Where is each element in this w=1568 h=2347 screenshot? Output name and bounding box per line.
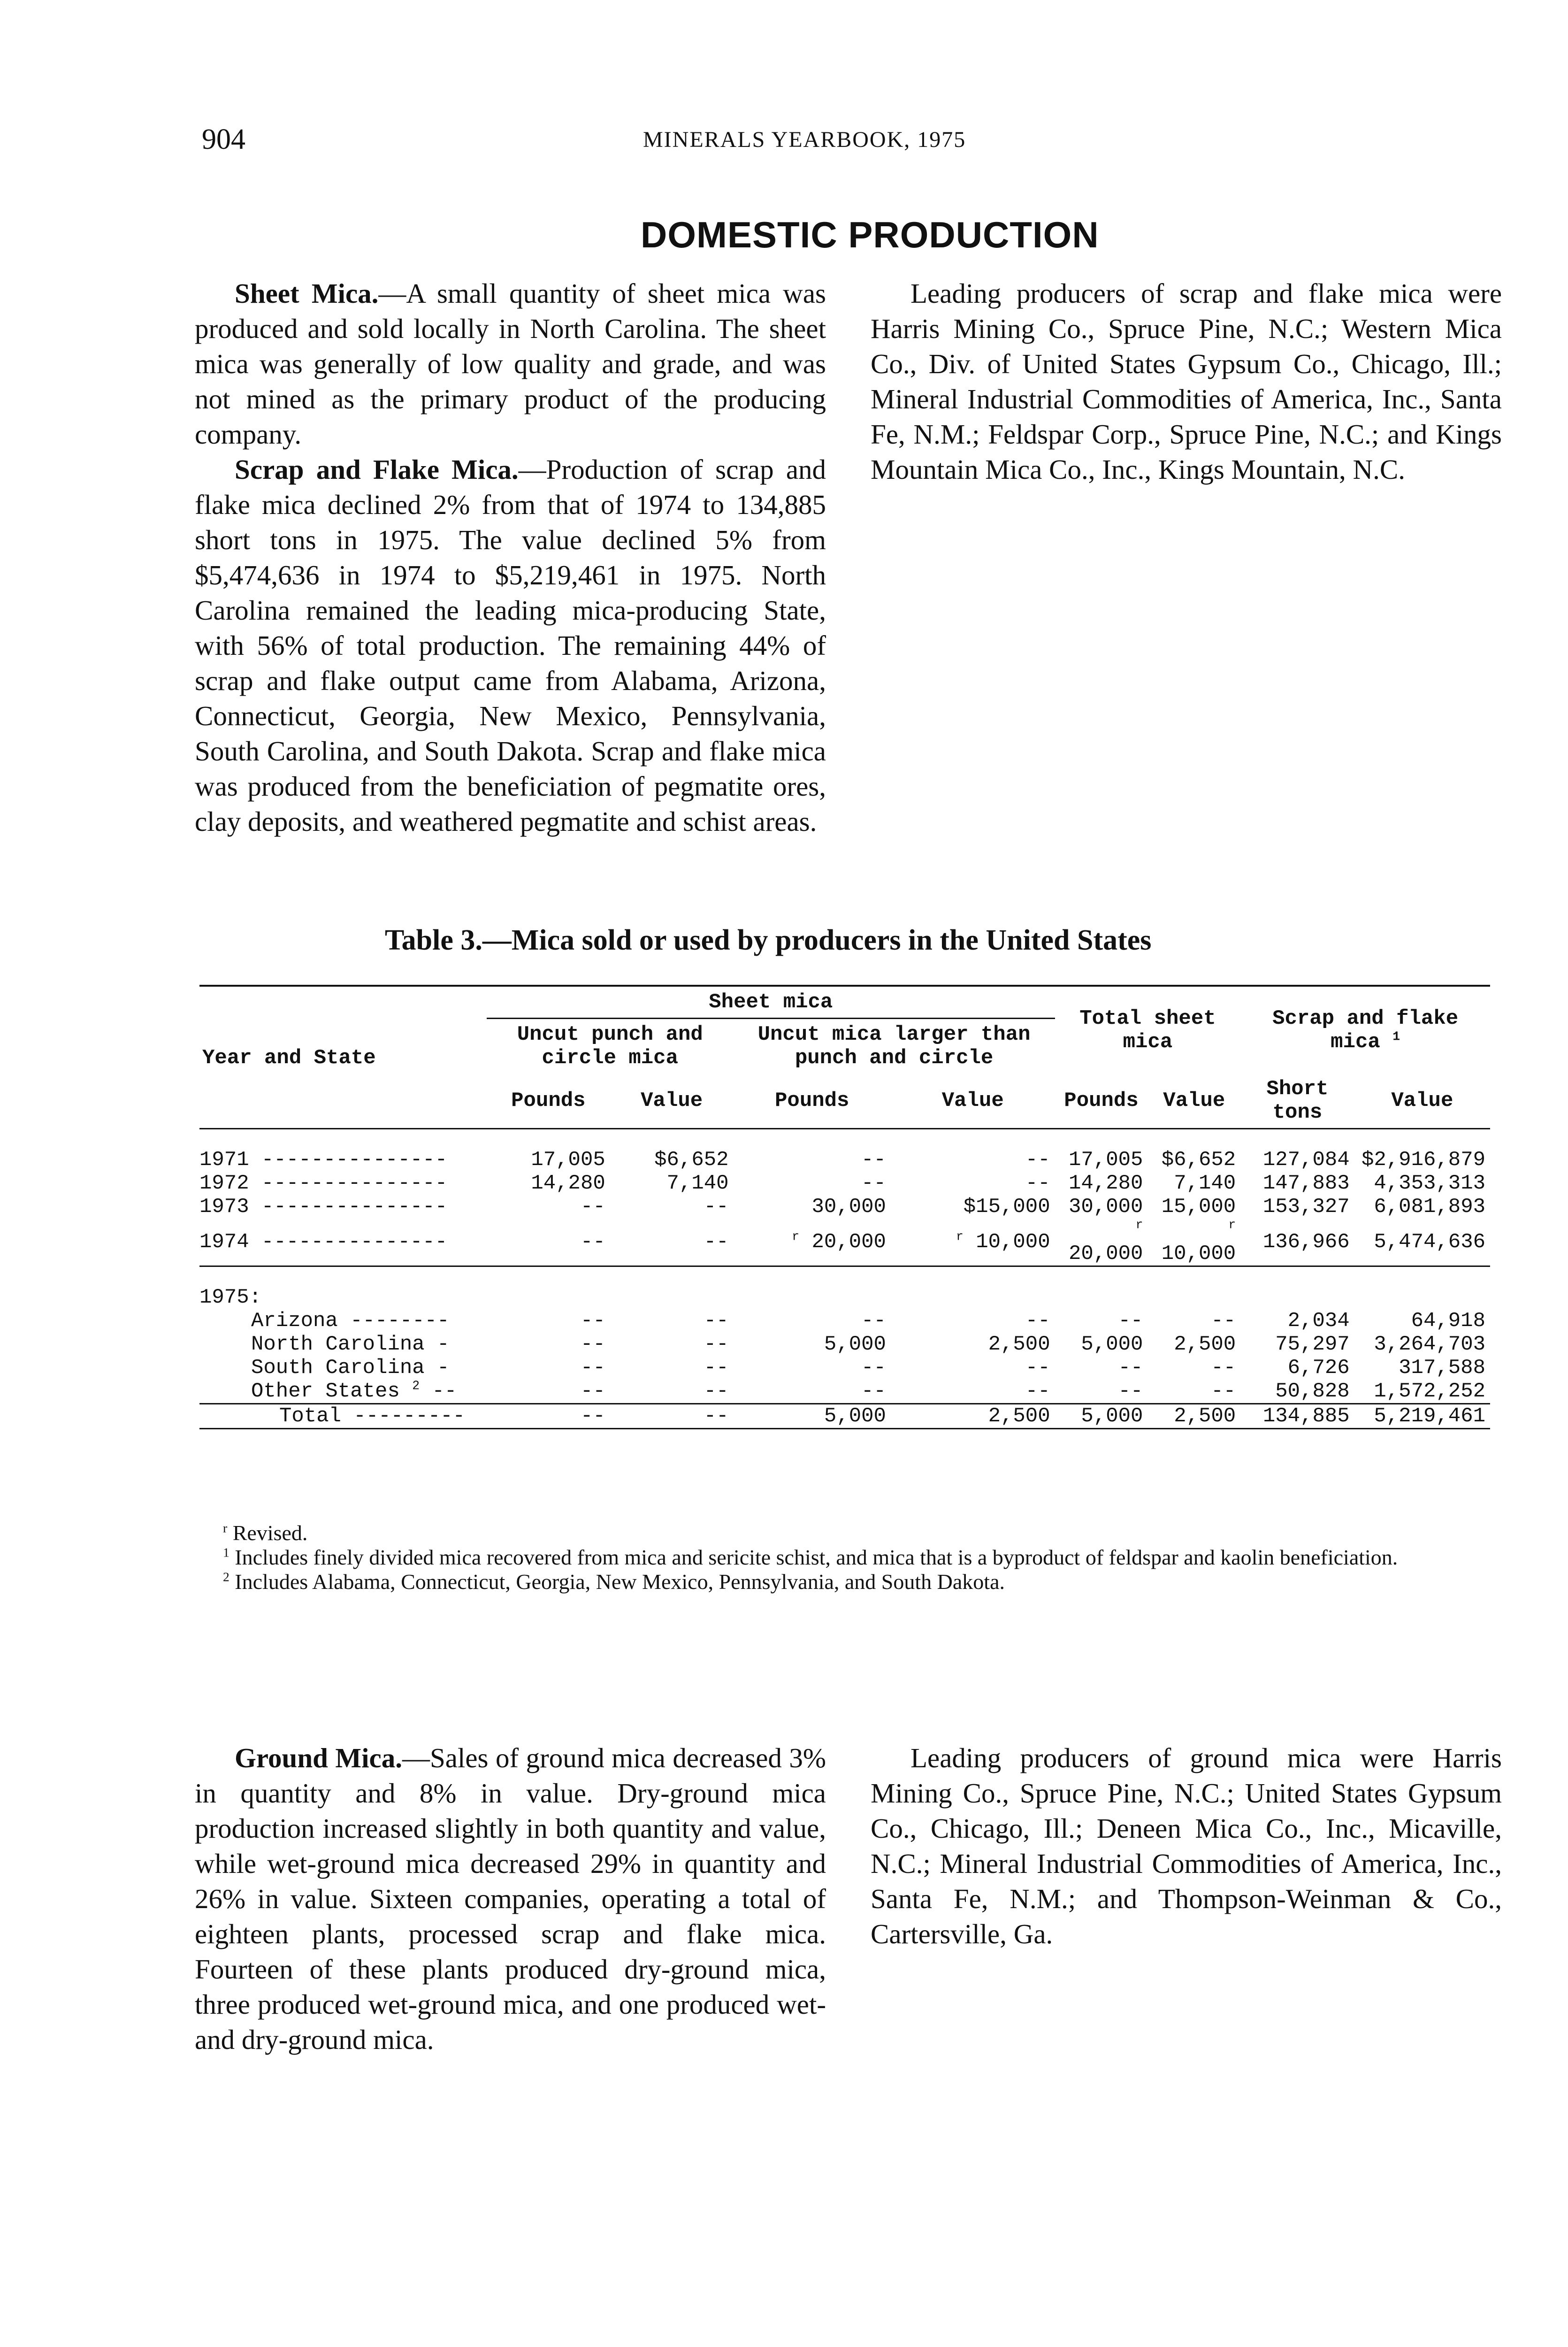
cell: -- — [1211, 1356, 1236, 1380]
unit-value-1: Value — [641, 1089, 703, 1112]
row-label: Arizona -------- — [251, 1309, 450, 1333]
ground-mica-producers: Leading producers of ground mica were Harris Mining Co., Spruce Pine, N.C.; United States Gypsum Co., Chicago, Ill.; Deneen Mica Co., Inc., Micaville, N.C.; Mineral Industrial Commodities of America, Inc., Santa Fe, N.M.; and Thompson-Weinman & Co., Cartersville, Ga. — [871, 1742, 1502, 1949]
ground-mica-paragraph — [195, 1741, 826, 2057]
header-footnote-1-mark: 1 — [1392, 1029, 1400, 1043]
cell: 14,280 — [1068, 1172, 1143, 1195]
row-label: 1973 --------------- — [199, 1195, 448, 1219]
cell: -- — [704, 1309, 729, 1333]
sheet-mica-paragraph — [195, 276, 826, 452]
cell: -- — [580, 1195, 605, 1219]
row-label: 1975: — [199, 1286, 262, 1309]
unit-pounds-3: Pounds — [1064, 1089, 1139, 1112]
column-left-bottom — [195, 1741, 826, 2057]
running-title: MINERALS YEARBOOK, 1975 — [643, 127, 966, 152]
row-label: South Carolina - — [251, 1356, 450, 1380]
cell: -- — [580, 1333, 605, 1356]
header-total-sheet: Total sheet mica — [1079, 1006, 1216, 1054]
cell: -- — [1025, 1309, 1050, 1333]
cell: -- — [580, 1404, 605, 1428]
row-label: Other States $^2$ -- — [251, 1379, 457, 1403]
cell: 6,726 — [1287, 1356, 1350, 1380]
cell: $^r$ 20,000 — [1068, 1218, 1143, 1266]
cell: -- — [704, 1195, 729, 1219]
table-footnotes — [199, 1521, 1490, 1594]
page-number: 904 — [202, 123, 245, 155]
ground-mica-text: —Sales of ground mica decreased 3% in quantity and 8% in value. Dry-ground mica production increased slightly in both quantity and value, while wet-ground mica decreased 29% in quantity and 26% in value. Sixteen companies, operating a total of eighteen plants, processed scrap and flake mica. Fourteen of these plants produced dry-ground mica, three produced wet-ground mica, and one produced wet- and dry-ground mica. — [195, 1742, 826, 2055]
cell: 5,000 — [824, 1404, 886, 1428]
column-left-top — [195, 276, 826, 839]
cell: -- — [704, 1380, 729, 1403]
cell: 153,327 — [1262, 1195, 1350, 1219]
cell: -- — [1025, 1148, 1050, 1172]
cell: $^r$ 10,000 — [1161, 1218, 1236, 1266]
cell: -- — [1211, 1309, 1236, 1333]
table-row-total — [199, 1404, 1490, 1429]
cell: 2,500 — [1174, 1404, 1236, 1428]
cell: 4,353,313 — [1374, 1172, 1485, 1195]
cell: 17,005 — [1068, 1148, 1143, 1172]
cell: -- — [1211, 1380, 1236, 1403]
unit-short-tons: Short tons — [1266, 1077, 1329, 1124]
sheet-mica-text: —A small quantity of sheet mica was produced and sold locally in North Carolina. The sheet mica was generally of low quality and grade, and was not mined as the primary product of the producing company. — [195, 278, 826, 450]
row-label: 1972 --------------- — [199, 1172, 448, 1195]
cell: 147,883 — [1262, 1172, 1350, 1195]
section-heading: DOMESTIC PRODUCTION — [641, 214, 1099, 255]
revised-mark: r — [1228, 1218, 1236, 1232]
unit-value-3: Value — [1163, 1089, 1225, 1112]
cell: 2,500 — [1174, 1333, 1236, 1356]
cell: -- — [861, 1309, 886, 1333]
footnote-2-mark: 2 — [412, 1379, 420, 1393]
cell: 75,297 — [1275, 1333, 1350, 1356]
row-label: 1971 --------------- — [199, 1148, 448, 1172]
cell: 2,500 — [988, 1333, 1050, 1356]
unit-value-4: Value — [1391, 1089, 1453, 1112]
header-scrap-flake-text: Scrap and flake mica — [1272, 1006, 1459, 1054]
cell: -- — [1025, 1380, 1050, 1403]
cell: 64,918 — [1411, 1309, 1485, 1333]
table-row — [199, 1356, 1490, 1380]
cell: -- — [580, 1380, 605, 1403]
cell: 15,000 — [1161, 1195, 1236, 1219]
mica-table — [199, 985, 1490, 1429]
unit-value-2: Value — [941, 1089, 1004, 1112]
cell: -- — [861, 1148, 886, 1172]
cell: -- — [704, 1356, 729, 1380]
row-label: North Carolina - — [251, 1333, 450, 1356]
cell: -- — [861, 1172, 886, 1195]
cell: 134,885 — [1262, 1404, 1350, 1428]
cell: 50,828 — [1275, 1380, 1350, 1403]
scrap-flake-paragraph — [195, 452, 826, 839]
scrap-flake-producers: Leading producers of scrap and flake mica were Harris Mining Co., Spruce Pine, N.C.; Western Mica Co., Div. of United States Gypsum Co., Chicago, Ill.; Mineral Industrial Commodities of America, Inc., Santa Fe, N.M.; Feldspar Corp., Spruce Pine, N.C.; and Kings Mountain Mica Co., Inc., Kings Mountain, N.C. — [871, 278, 1502, 485]
table-row — [199, 1309, 1490, 1333]
scrap-flake-run-in: Scrap and Flake Mica. — [235, 454, 519, 485]
header-uncut-punch: Uncut punch and circle mica — [517, 1023, 703, 1070]
cell: $6,652 — [654, 1148, 729, 1172]
cell: 5,000 — [1081, 1404, 1143, 1428]
cell: 5,474,636 — [1374, 1230, 1485, 1254]
cell: 2,034 — [1287, 1309, 1350, 1333]
table-row — [199, 1148, 1490, 1172]
row-label: Total --------- — [279, 1404, 466, 1428]
table-title: Table 3.—Mica sold or used by producers in the United States — [385, 924, 1152, 956]
cell: -- — [1118, 1309, 1143, 1333]
revised-mark: r — [792, 1229, 800, 1244]
header-scrap-flake — [1240, 986, 1490, 1074]
cell: -- — [704, 1333, 729, 1356]
table-row-1975-heading — [199, 1286, 1490, 1309]
cell: -- — [704, 1404, 729, 1428]
footnote-2: $^2$ Includes Alabama, Connecticut, Georgia, New Mexico, Pennsylvania, and South Dakota. — [223, 1569, 1005, 1594]
unit-pounds-2: Pounds — [775, 1089, 849, 1112]
cell: 317,588 — [1399, 1356, 1485, 1380]
sheet-mica-run-in: Sheet Mica. — [235, 278, 379, 309]
cell: 5,000 — [1081, 1333, 1143, 1356]
cell: 30,000 — [811, 1195, 886, 1219]
table-row — [199, 1219, 1490, 1266]
cell: -- — [1118, 1380, 1143, 1403]
cell: -- — [1118, 1356, 1143, 1380]
cell: 6,081,893 — [1374, 1195, 1485, 1219]
cell: -- — [1025, 1356, 1050, 1380]
cell: $^r$ 20,000 — [792, 1229, 886, 1254]
cell: 30,000 — [1068, 1195, 1143, 1219]
cell: 5,000 — [824, 1333, 886, 1356]
table-row — [199, 1195, 1490, 1219]
cell: 136,966 — [1262, 1230, 1350, 1254]
revised-mark: r — [1135, 1218, 1143, 1232]
footnote-revised: $^r$ Revised. — [223, 1520, 308, 1545]
cell: -- — [704, 1230, 729, 1254]
header-uncut-larger: Uncut mica larger than punch and circle — [757, 1023, 1031, 1070]
cell: 5,219,461 — [1374, 1404, 1485, 1428]
unit-pounds-1: Pounds — [511, 1089, 586, 1112]
table-row — [199, 1333, 1490, 1356]
row-label: 1974 --------------- — [199, 1230, 448, 1254]
header-year-state: Year and State — [202, 1046, 376, 1070]
table-row — [199, 1172, 1490, 1195]
cell: -- — [580, 1356, 605, 1380]
scrap-flake-text: —Production of scrap and flake mica declined 2% from that of 1974 to 134,885 short tons in 1975. The value declined 5% from $5,474,636 in 1974 to $5,219,461 in 1975. North Carolina remained the leading mica-producing State, with 56% of total production. The remaining 44% of scrap and flake output came from Alabama, Arizona, Connecticut, Georgia, New Mexico, Pennsylvania, South Carolina, and South Dakota. Scrap and flake mica was produced from the beneficiation of pegmatite ores, clay deposits, and weathered pegmatite and schist areas. — [195, 454, 826, 837]
cell: 1,572,252 — [1374, 1380, 1485, 1403]
footnote-1: $^1$ Includes finely divided mica recovered from mica and sericite schist, and mica that is a byproduct of feldspar and kaolin beneficiation. — [223, 1545, 1398, 1569]
cell: -- — [580, 1309, 605, 1333]
revised-mark: r — [956, 1229, 964, 1244]
cell: $15,000 — [963, 1195, 1050, 1219]
cell: -- — [861, 1356, 886, 1380]
cell: 3,264,703 — [1374, 1333, 1485, 1356]
header-sheet-mica: Sheet mica — [487, 986, 1055, 1019]
cell: $2,916,879 — [1361, 1148, 1485, 1172]
cell: -- — [861, 1380, 886, 1403]
cell: 7,140 — [666, 1172, 729, 1195]
cell: 2,500 — [988, 1404, 1050, 1428]
column-right-bottom — [871, 1741, 1502, 1952]
cell: 7,140 — [1174, 1172, 1236, 1195]
table-row — [199, 1380, 1490, 1404]
cell: 17,005 — [531, 1148, 605, 1172]
cell: $6,652 — [1161, 1148, 1236, 1172]
cell: 14,280 — [531, 1172, 605, 1195]
cell: -- — [1025, 1172, 1050, 1195]
cell: -- — [580, 1230, 605, 1254]
ground-mica-run-in: Ground Mica. — [235, 1742, 402, 1773]
column-right-top — [871, 276, 1502, 487]
cell: $^r$ 10,000 — [956, 1229, 1050, 1254]
cell: 127,084 — [1262, 1148, 1350, 1172]
